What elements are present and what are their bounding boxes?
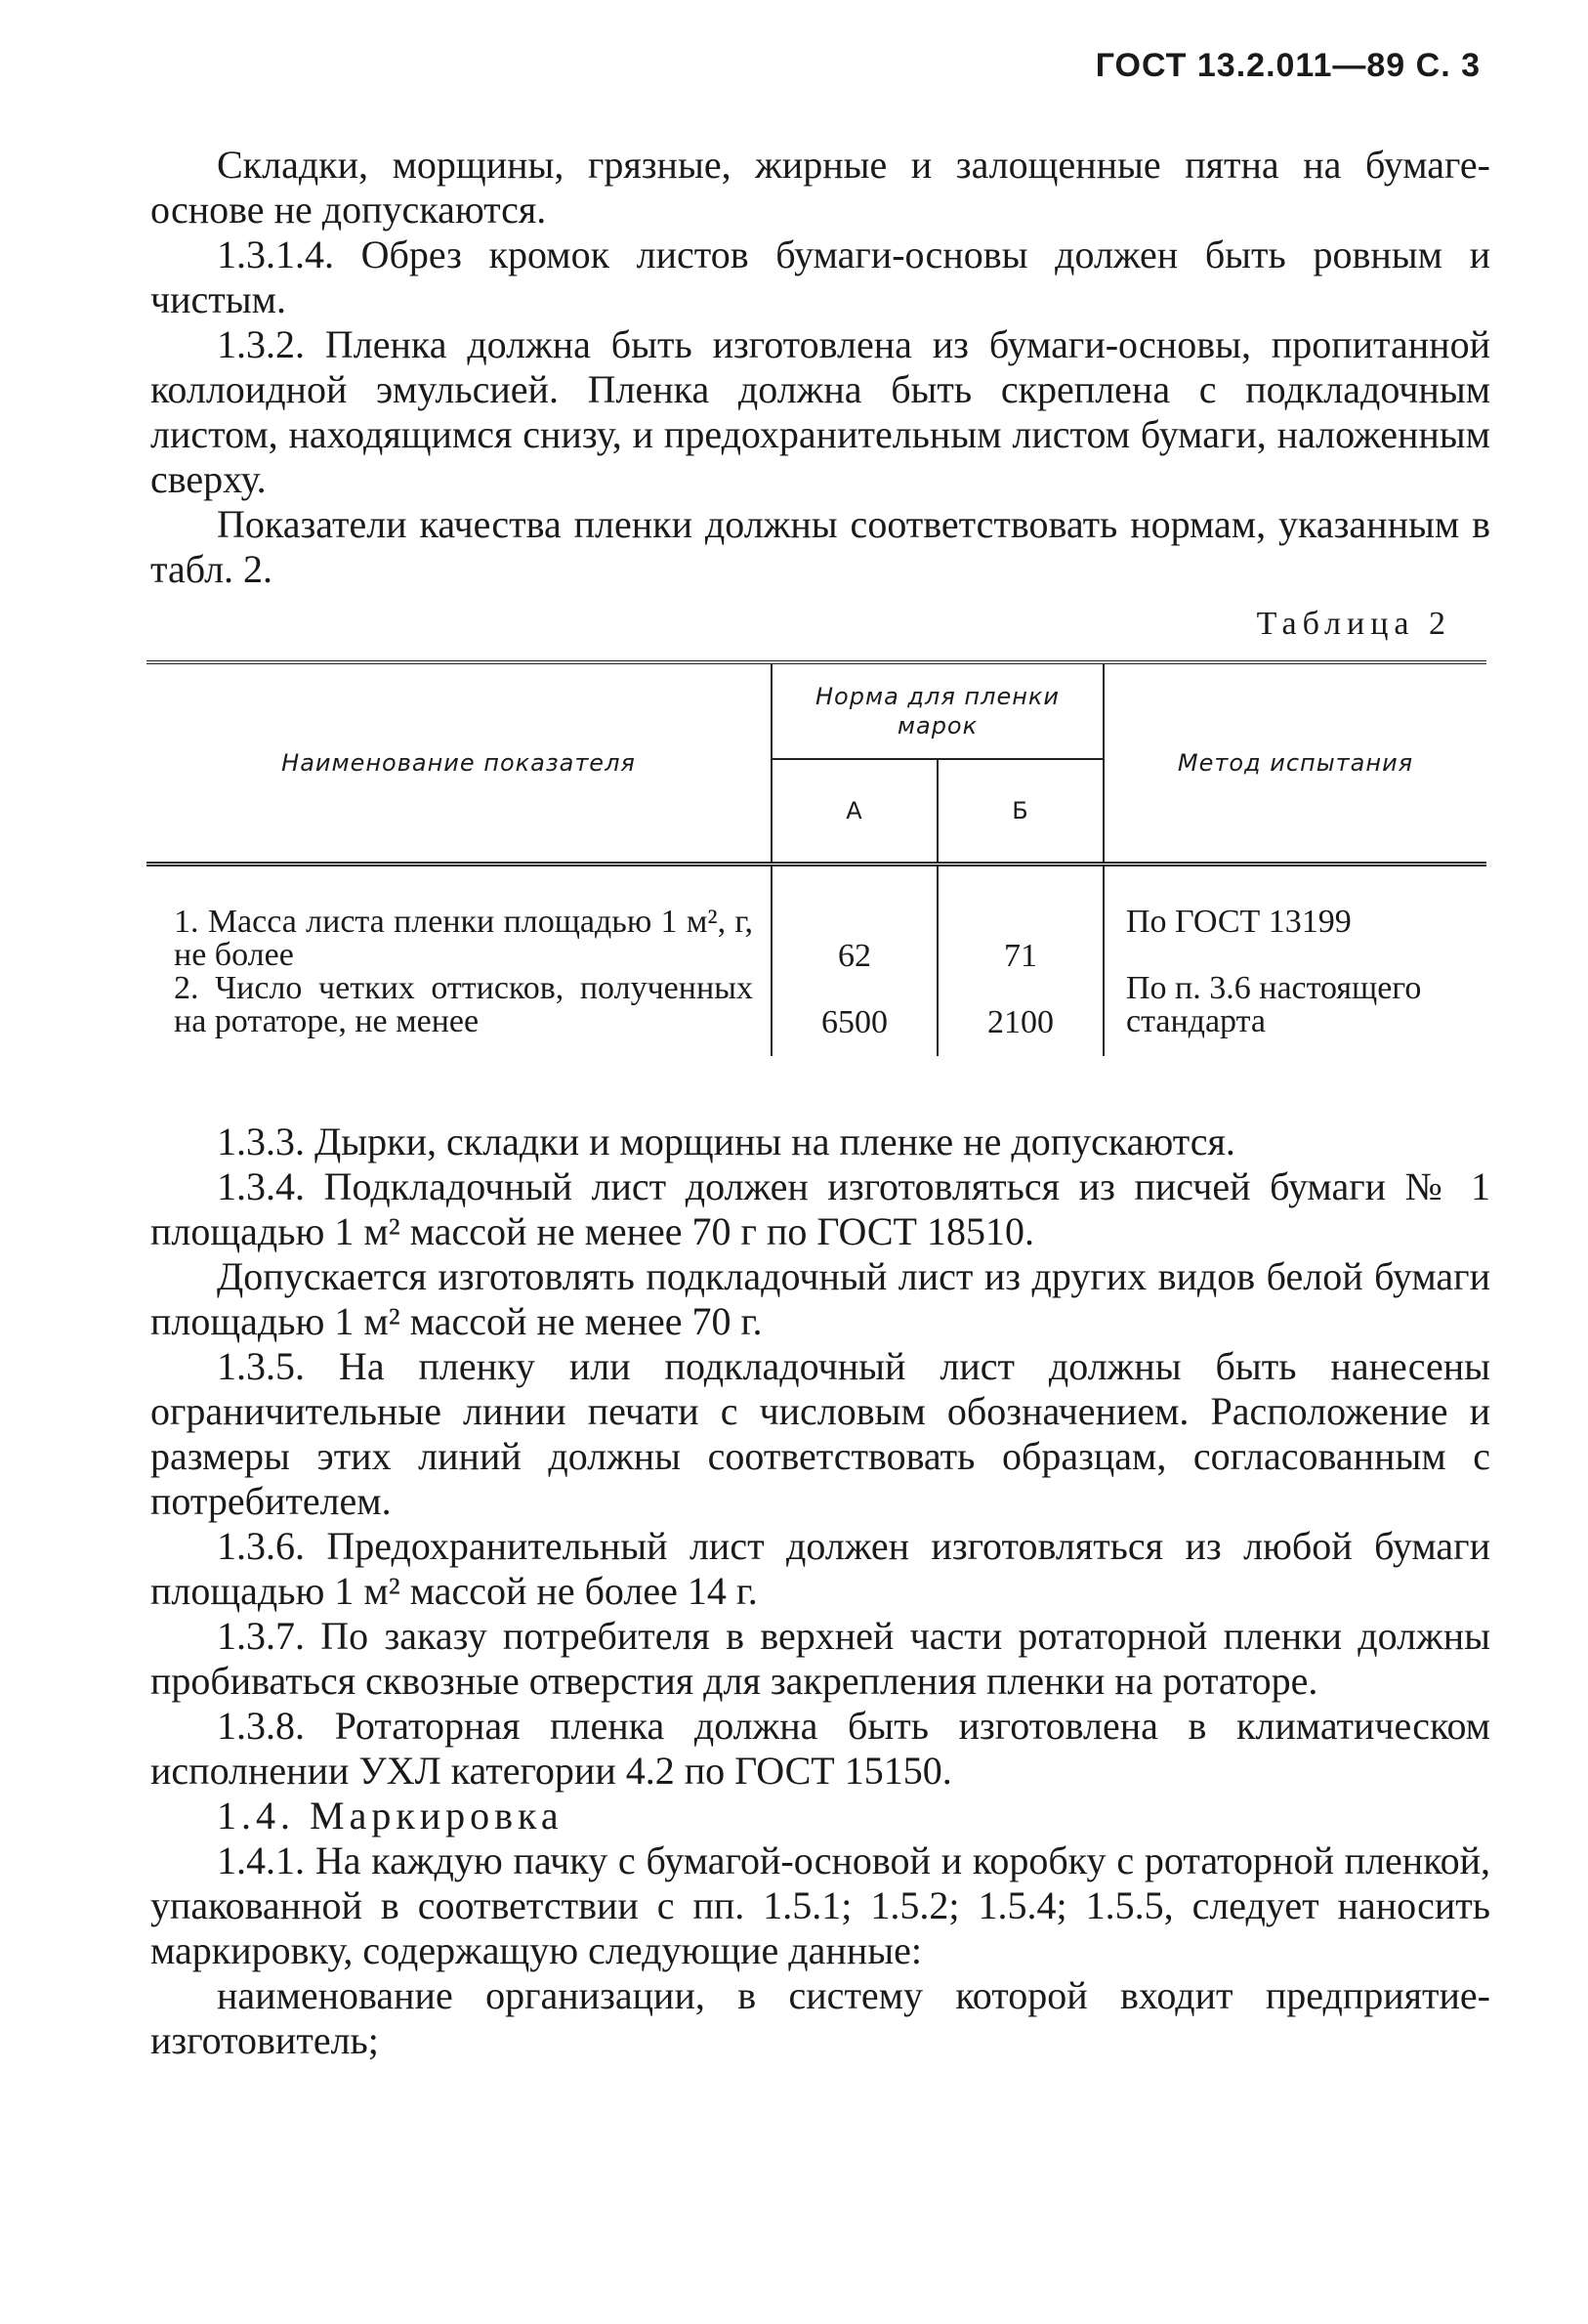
header-norm-group: Норма для пленки марок (772, 662, 1104, 759)
grade-a-value-1: 62 (838, 937, 871, 974)
row-grade-b (938, 865, 1104, 1057)
grade-a-value-2: 6500 (821, 1003, 888, 1040)
paragraph: 1.3.1.4. Обрез кромок листов бумаги-основы должен быть ровным и чистым. (150, 232, 1490, 321)
paragraph: Складки, морщины, грязные, жирные и залощенные пятна на бумаге-основе не допускаются. (150, 143, 1490, 232)
paragraph: 1.3.8. Ротаторная пленка должна быть изготовлена в климатическом исполнении УХЛ категории 4.2 по ГОСТ 15150. (150, 1704, 1490, 1793)
indicator-2: 2. Число четких оттисков, полученных на ротаторе, не менее (174, 970, 753, 1039)
header-grade-b: Б (938, 759, 1104, 865)
header-grade-a: А (772, 759, 938, 865)
grade-b-value-2: 2100 (987, 1003, 1054, 1040)
header-indicator-name: Наименование показателя (281, 749, 636, 777)
page-header: ГОСТ 13.2.011—89 С. 3 (1095, 47, 1481, 84)
paragraph: 1.3.4. Подкладочный лист должен изготовляться из писчей бумаги № 1 площадью 1 м² массой не менее 70 г по ГОСТ 18510. (150, 1164, 1490, 1253)
table-row (146, 865, 1486, 1057)
table-caption: Таблица 2 (1256, 606, 1451, 642)
paragraph: 1.3.6. Предохранительный лист должен изготовляться из любой бумаги площадью 1 м² массой не более 14 г. (150, 1524, 1490, 1613)
paragraph: Показатели качества пленки должны соответствовать нормам, указанным в табл. 2. (150, 502, 1490, 591)
method-2: По п. 3.6 настоящего стандарта (1126, 970, 1422, 1039)
paragraph: 1.3.2. Пленка должна быть изготовлена из бумаги-основы, пропитанной коллоидной эмульсией. Пленка должна быть скреплена с подкладочным листом, находящимся снизу, и предохранительным листом бумаги, наложенным сверху. (150, 322, 1490, 501)
quality-table (146, 660, 1486, 1056)
paragraph: 1.3.5. На пленку или подкладочный лист должны быть нанесены ограничительные линии печати с числовым обозначением. Расположение и размеры этих линий должны соответствовать образцам, согласованным с потребителем. (150, 1344, 1490, 1523)
grade-b-value-1: 71 (1004, 937, 1037, 974)
paragraph: Допускается изготовлять подкладочный лист из других видов белой бумаги площадью 1 м² массой не менее 70 г. (150, 1254, 1490, 1343)
header-test-method: Метод испытания (1104, 662, 1486, 865)
row-indicator (146, 865, 772, 1057)
row-method (1104, 865, 1486, 1057)
paragraph: 1.3.7. По заказу потребителя в верхней части ротаторной пленки должны пробиваться сквозные отверстия для закрепления пленки на ротаторе. (150, 1614, 1490, 1703)
paragraph: наименование организации, в систему которой входит предприятие-изготовитель; (150, 1973, 1490, 2062)
paragraph: 1.3.3. Дырки, складки и морщины на пленке не допускаются. (217, 1120, 1235, 1163)
row-grade-a (772, 865, 938, 1057)
indicator-1: 1. Масса листа пленки площадью 1 м², г, не более (174, 904, 753, 973)
section-heading: 1.4. Маркировка (217, 1794, 564, 1838)
paragraph: 1.4.1. На каждую пачку с бумагой-основой и коробку с ротаторной пленкой, упакованной в соответствии с пп. 1.5.1; 1.5.2; 1.5.4; 1.5.5, следует наносить маркировку, содержащую следующие данные: (150, 1838, 1490, 1972)
bottom-text-block (150, 1120, 1490, 2063)
method-1: По ГОСТ 13199 (1126, 904, 1352, 940)
top-text-block (150, 143, 1490, 592)
